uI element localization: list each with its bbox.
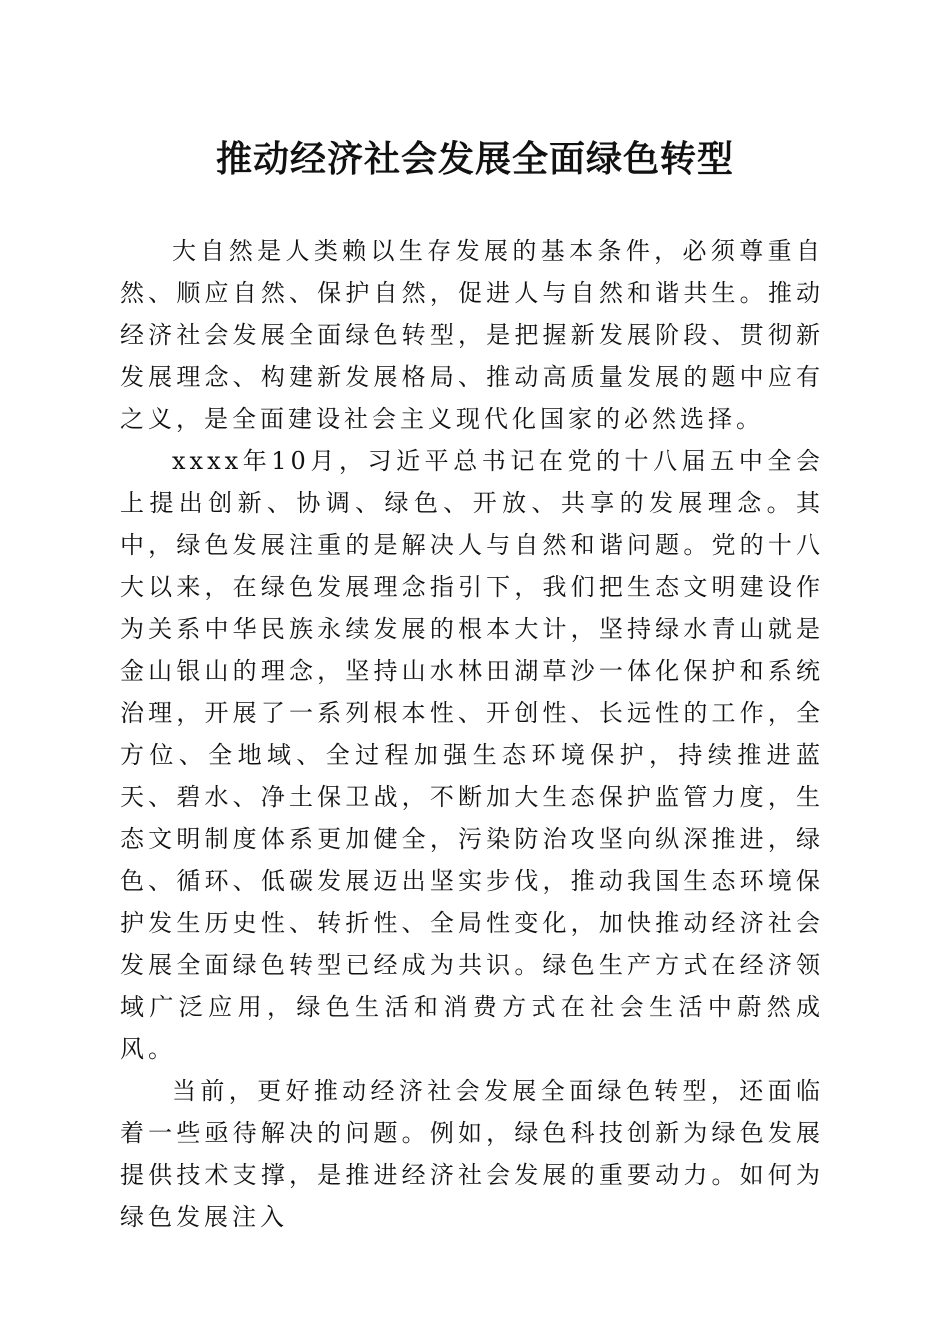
- paragraph-2: xxxx年10月，习近平总书记在党的十八届五中全会上提出创新、协调、绿色、开放、共享的发展理念。其中，绿色发展注重的是解决人与自然和谐问题。党的十八大以来，在绿色发展理念指引下，我们把生态文明建设作为关系中华民族永续发展的根本大计，坚持绿水青山就是金山银山的理念，坚持山水林田湖草沙一体化保护和系统治理，开展了一系列根本性、开创性、长远性的工作，全方位、全地域、全过程加强生态环境保护，持续推进蓝天、碧水、净土保卫战，不断加大生态保护监管力度，生态文明制度体系更加健全，污染防治攻坚向纵深推进，绿色、循环、低碳发展迈出坚实步伐，推动我国生态环境保护发生历史性、转折性、全局性变化，加快推动经济社会发展全面绿色转型已经成为共识。绿色生产方式在经济领域广泛应用，绿色生活和消费方式在社会生活中蔚然成风。: [120, 447, 824, 1063]
- document-title: 推动经济社会发展全面绿色转型: [215, 138, 734, 180]
- paragraph-3: 当前，更好推动经济社会发展全面绿色转型，还面临着一些亟待解决的问题。例如，绿色科技创新为绿色发展提供技术支撑，是推进经济社会发展的重要动力。如何为绿色发展注入: [120, 1077, 824, 1231]
- paragraph-1: 大自然是人类赖以生存发展的基本条件，必须尊重自然、顺应自然、保护自然，促进人与自然和谐共生。推动经济社会发展全面绿色转型，是把握新发展阶段、贯彻新发展理念、构建新发展格局、推动高质量发展的题中应有之义，是全面建设社会主义现代化国家的必然选择。: [120, 237, 824, 433]
- document-body: [120, 230, 824, 1238]
